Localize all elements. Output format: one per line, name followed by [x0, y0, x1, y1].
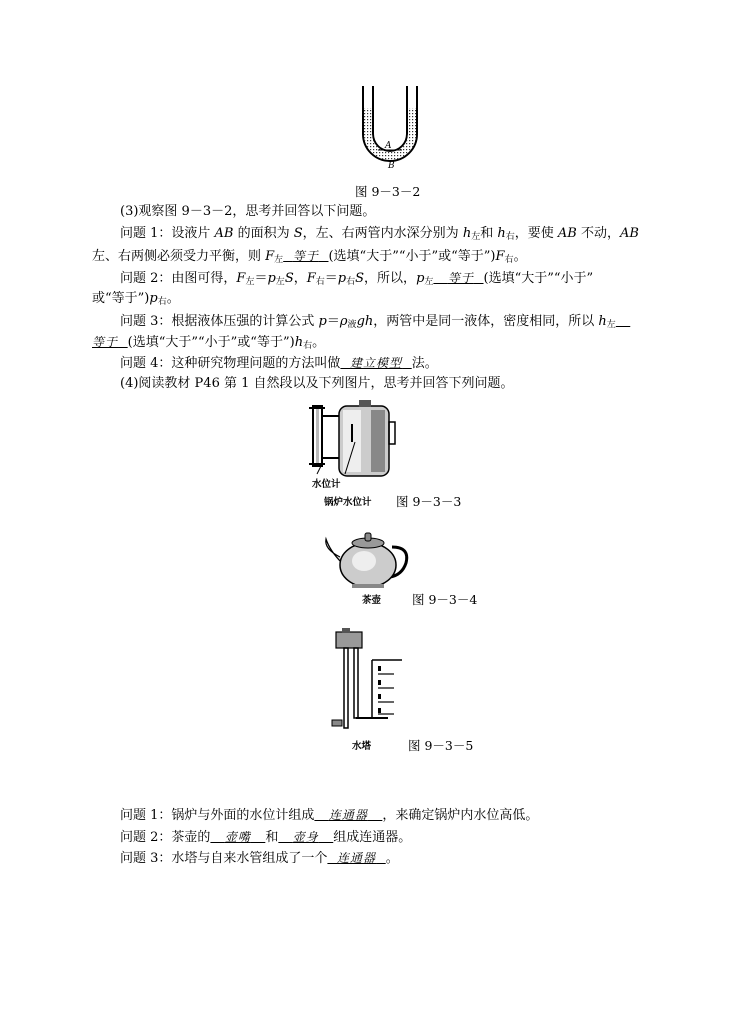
answer: 连通器 — [337, 851, 377, 865]
answer: 建立模型 — [350, 356, 403, 370]
answer: 等于 — [292, 249, 319, 263]
text-line: 左、右两侧必须受力平衡，则 $F_左$ 等于 (选填“大于”“小于”或“等于$”)F_右$。 — [92, 249, 527, 265]
boiler-gauge-label: 锅炉水位计 — [324, 497, 372, 508]
text-line: 问题 3：水塔与自来水管组成了一个 连通器 。 — [120, 851, 399, 866]
water-tower-figure — [322, 626, 412, 736]
text-line: 问题 2：茶壶的 壶嘴 和 壶身 组成连通器。 — [120, 830, 412, 845]
answer: 壶身 — [292, 830, 319, 844]
text-line: (4)阅读教材 P46 第 1 自然段以及下列图片，思考并回答下列问题。 — [120, 376, 514, 391]
answer: 连通器 — [328, 808, 368, 822]
text-line: 或“等于$”)p_右$。 — [92, 291, 180, 307]
text-line: 问题 1：锅炉与外面的水位计组成 连通器 ，来确定锅炉内水位高低。 — [120, 808, 539, 823]
water-gauge-label: 水位计 — [312, 479, 341, 490]
answer: 等于 — [447, 271, 474, 285]
answer: 等于 — [92, 335, 119, 349]
teapot-label: 茶壶 — [362, 595, 382, 606]
text-line: 问题 4：这种研究物理问题的方法叫做 建立模型 法。 — [120, 356, 438, 371]
text-line: 问题 1：设液片 AB 的面积为 S，左、右两管内水深分别为 $h_左$和 $h_右$，要使 AB 不动，AB — [120, 226, 639, 242]
figure-caption-9-3-5: 图 9－3－5 — [408, 738, 474, 753]
water-tower-label: 水塔 — [352, 741, 372, 752]
figure-caption-9-3-2: 图 9－3－2 — [355, 184, 421, 199]
label-a: A — [385, 141, 392, 151]
teapot-figure — [322, 527, 417, 589]
u-tube-figure — [355, 86, 425, 178]
answer: 壶嘴 — [224, 830, 251, 844]
text-line: 等于 (选填“大于”“小于”或“等于$”)h_右$。 — [92, 335, 326, 351]
text-line: 问题 3：根据液体压强的计算公式 $p=\rho_液gh$，两管中是同一液体，密度相同，所以 $h_左$ — [120, 314, 616, 330]
text-line: (3)观察图 9－3－2，思考并回答以下问题。 — [120, 204, 376, 219]
text-line: 问题 2：由图可得，$F_左=p_左S$，$F_右=p_右S$，所以，$p_左$ 等于 (选填“大于”“小于” — [120, 271, 594, 287]
figure-caption-9-3-3: 图 9－3－3 — [396, 494, 462, 509]
figure-caption-9-3-4: 图 9－3－4 — [412, 592, 478, 607]
label-b: B — [388, 161, 395, 171]
boiler-figure — [305, 396, 405, 488]
